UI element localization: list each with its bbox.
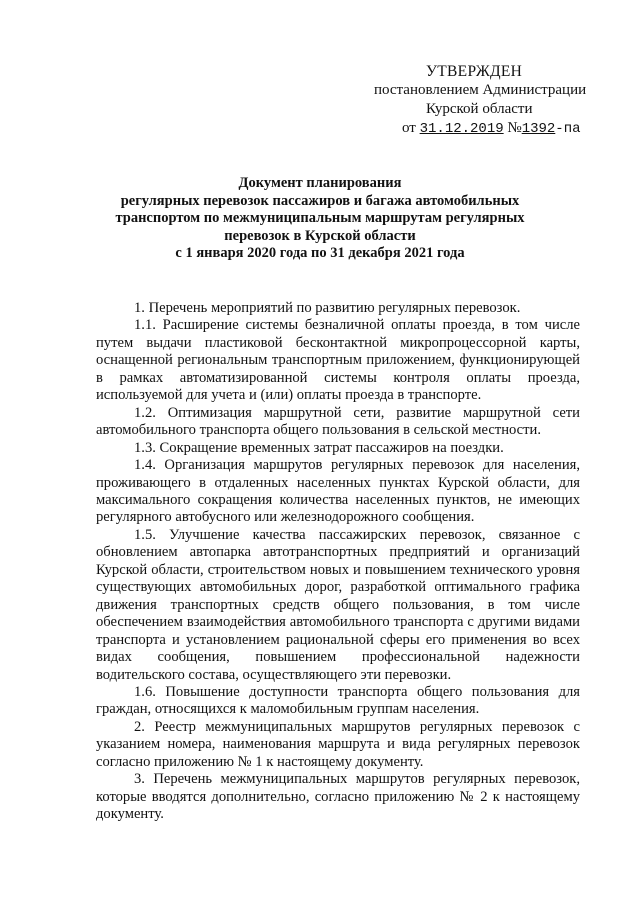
document-title xyxy=(100,175,540,263)
approval-line-2: Курской области xyxy=(426,101,533,117)
approval-date: 31.12.2019 xyxy=(419,121,504,137)
title-line-3: транспортом по межмуниципальным маршрутам регулярных xyxy=(115,210,525,226)
number-prefix: № xyxy=(507,120,522,136)
paragraph-1-2: 1.2. Оптимизация маршрутной сети, развитие маршрутной сети автомобильного транспорта общего пользования в сельской местности. xyxy=(96,404,580,439)
title-line-2: регулярных перевозок пассажиров и багажа автомобильных xyxy=(120,192,520,209)
paragraph-1-1: 1.1. Расширение системы безналичной оплаты проезда, в том числе путем выдачи пластиковой бесконтактной микропроцессорной карты, оснащенной региональным транспортным приложением, функционирующей в рамках автоматизированной системы контроля оплаты проезда, используемой для учета и (или) оплаты проезда в транспорте. xyxy=(96,317,580,404)
approval-heading: УТВЕРЖДЕН xyxy=(426,63,523,80)
paragraph-1-4: 1.4. Организация маршрутов регулярных перевозок для населения, проживающего в отдаленных населенных пунктах Курской области, для максимального сокращения количества населенных пунктов, не имеющих регулярного автобусного или железнодорожного сообщения. xyxy=(96,457,580,526)
title-line-4: перевозок в Курской области xyxy=(224,227,416,244)
paragraph-1-5: 1.5. Улучшение качества пассажирских перевозок, связанное с обновлением автопарка автотранспортных предприятий и организаций Курской области, строительством новых и повышением технического уровня существующих автомобильных дорог, разработкой оптимального графика движения транспортных средств общего пользования, в том числе обеспечением взаимодействия автомобильного транспорта с другими видами транспорта и установлением рациональной сферы его применения во всех видах сообщения, повышением профессиональной надежности водительского состава, осуществляющего эти перевозки. xyxy=(96,526,580,683)
paragraph-3: 3. Перечень межмуниципальных маршрутов регулярных перевозок, которые вводятся дополнительно, согласно приложению № 2 к настоящему документу. xyxy=(96,771,580,823)
paragraph-1-6: 1.6. Повышение доступности транспорта общего пользования для граждан, относящихся к маломобильным группам населения. xyxy=(96,683,580,718)
approval-stamp xyxy=(372,62,612,139)
paragraph-1-3: 1.3. Сокращение временных затрат пассажиров на поездки. xyxy=(134,439,504,456)
title-line-1: Документ планирования xyxy=(238,175,402,191)
approval-line-1: постановлением Администрации xyxy=(374,82,587,98)
date-prefix: от xyxy=(402,120,416,136)
approval-date-line xyxy=(372,119,612,139)
approval-number-suffix: -па xyxy=(555,121,581,137)
paragraph-1: 1. Перечень мероприятий по развитию регулярных перевозок. xyxy=(134,300,521,316)
document-body xyxy=(96,300,580,824)
title-line-5: с 1 января 2020 года по 31 декабря 2021 года xyxy=(175,245,465,261)
paragraph-2: 2. Реестр межмуниципальных маршрутов регулярных перевозок с указанием номера, наименования маршрута и вида регулярных перевозок согласно приложению № 1 к настоящему документу. xyxy=(96,718,580,770)
approval-number: 1392 xyxy=(521,121,556,137)
